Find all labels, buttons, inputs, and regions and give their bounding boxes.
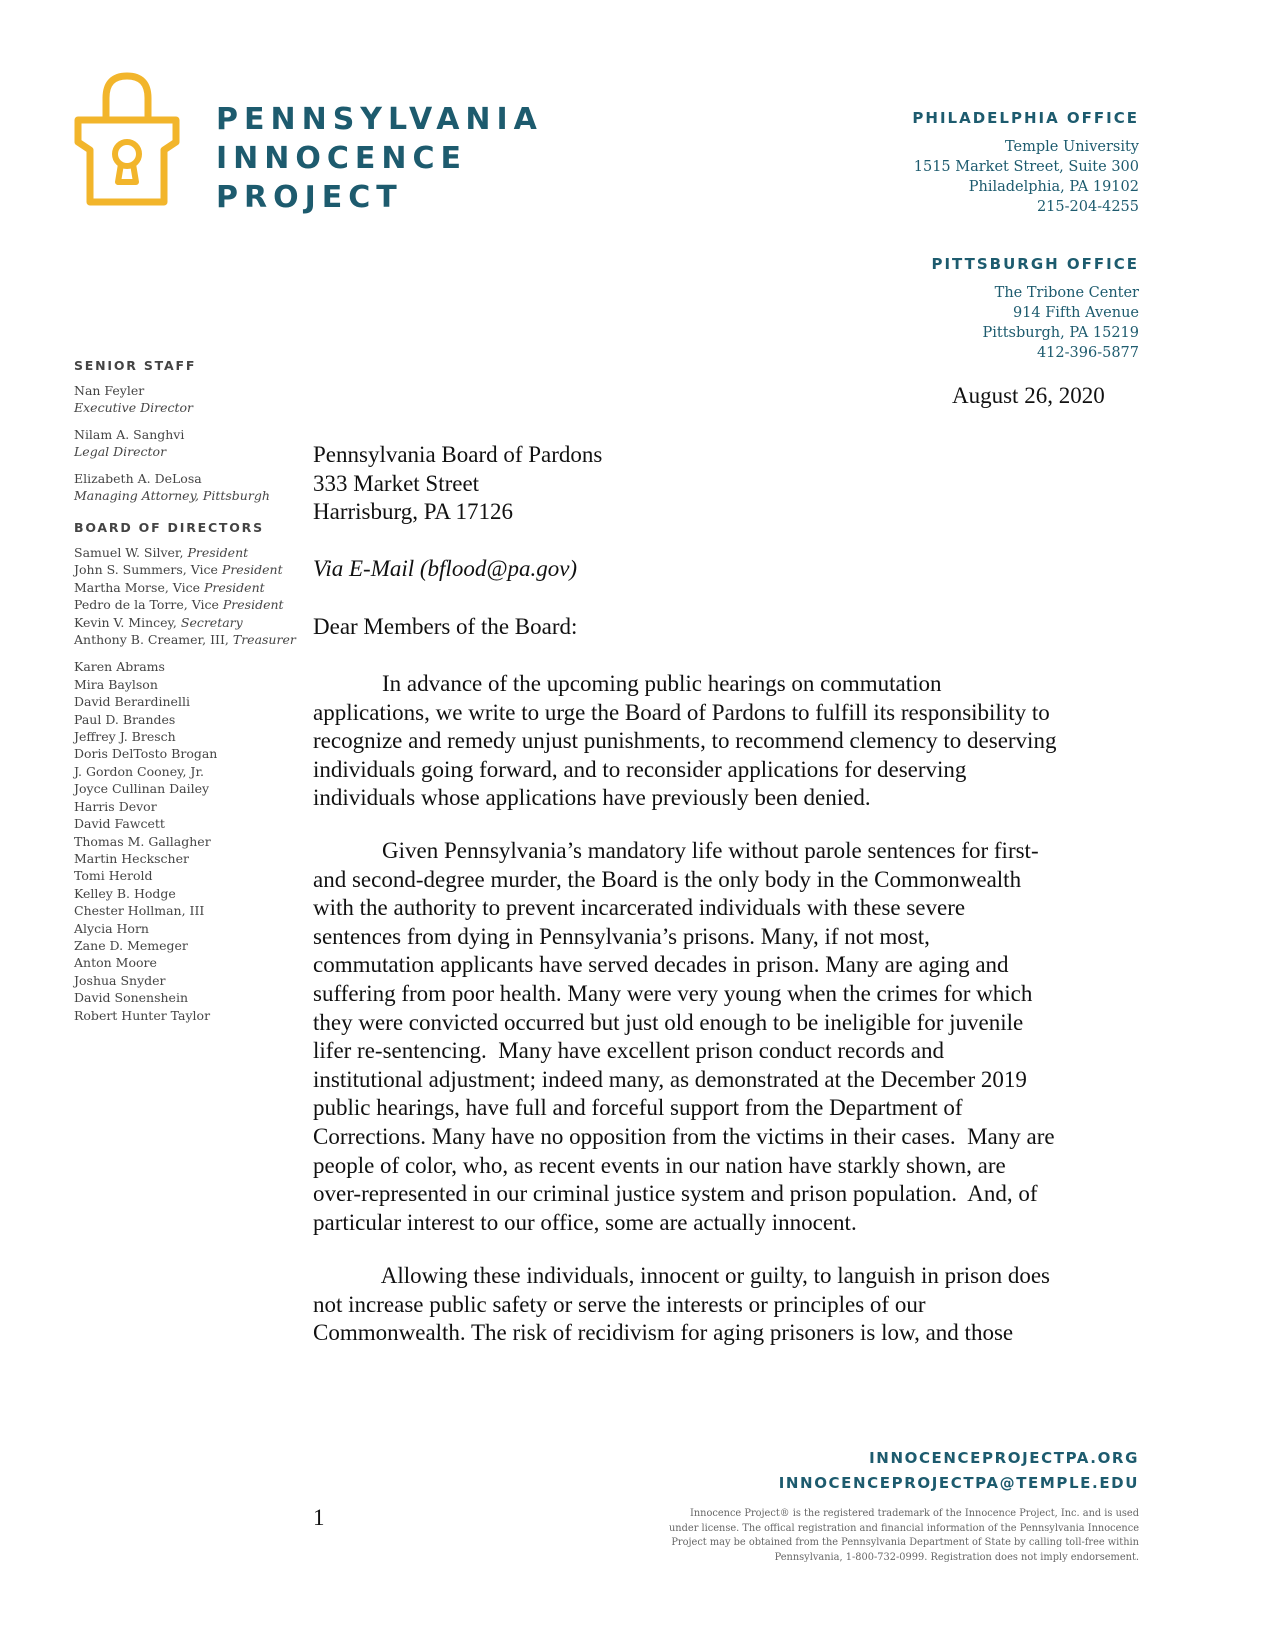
paragraph-line: public hearings, have full and forceful support from the Department of	[313, 1095, 963, 1121]
director-name: David Berardinelli	[74, 694, 190, 710]
body-paragraph	[313, 1262, 1050, 1348]
officer-title: President	[203, 579, 265, 595]
org-name-line: PENNSYLVANIA	[216, 102, 543, 137]
body-paragraph	[313, 670, 1056, 813]
officer-name: Kevin V. Mincey,	[74, 614, 181, 630]
paragraph-line: In advance of the upcoming public hearings on commutation	[313, 671, 942, 696]
paragraph-line: Commonwealth. The risk of recidivism for aging prisoners is low, and those	[313, 1320, 1014, 1346]
officer-row	[74, 631, 304, 648]
director-name: Joyce Cullinan Dailey	[74, 781, 210, 797]
philadelphia-office	[912, 109, 1139, 217]
paragraph-line: sentences from dying in Pennsylvania’s prisons. Many, if not most,	[313, 923, 930, 949]
address-line: Pennsylvania Board of Pardons	[313, 442, 603, 467]
sidebar	[74, 358, 304, 1024]
recipient-address	[313, 441, 602, 527]
director-name: David Fawcett	[74, 816, 165, 832]
paragraph-line: not increase public safety or serve the interests or principles of our	[313, 1291, 926, 1317]
body-paragraph	[313, 837, 1055, 1237]
org-name-line: INNOCENCE	[216, 141, 468, 176]
office-heading: PHILADELPHIA OFFICE	[912, 109, 1139, 127]
office-line: 1515 Market Street, Suite 300	[913, 159, 1139, 175]
senior-staff-heading: SENIOR STAFF	[74, 358, 197, 373]
director-name: Tomi Herold	[74, 868, 153, 884]
office-heading: PITTSBURGH OFFICE	[931, 255, 1139, 273]
director-name: Mira Baylson	[74, 676, 158, 692]
officer-title: President	[187, 545, 249, 560]
staff-title: Executive Director	[74, 400, 193, 415]
staff-name: Nan Feyler	[74, 383, 145, 398]
officer-row	[74, 579, 304, 596]
paragraph-line: recognize and remedy unjust punishments, to recommend clemency to deserving	[313, 728, 1057, 754]
paragraph-line: institutional adjustment; indeed many, as demonstrated at the December 2019	[313, 1066, 1027, 1092]
pittsburgh-office	[931, 255, 1139, 363]
director-name: Jeffrey J. Bresch	[74, 729, 176, 745]
salutation: Dear Members of the Board:	[313, 614, 578, 639]
office-line: Philadelphia, PA 19102	[968, 179, 1139, 195]
director-name: Karen Abrams	[74, 659, 165, 675]
staff-name: Nilam A. Sanghvi	[74, 427, 185, 442]
footer-contact	[779, 1446, 1139, 1496]
office-line: 914 Fifth Avenue	[1012, 305, 1139, 321]
officer-row	[74, 561, 304, 578]
address-line: 333 Market Street	[313, 470, 480, 496]
director-list	[74, 658, 304, 1024]
officer-list	[74, 544, 304, 648]
director-name: Harris Devor	[74, 798, 157, 814]
director-name: Chester Hollman, III	[74, 903, 205, 919]
staff-title: Managing Attorney, Pittsburgh	[74, 488, 270, 503]
paragraph-line: they were convicted occurred but just old enough to be ineligible for juvenile	[313, 1009, 1024, 1035]
paragraph-line: people of color, who, as recent events in our nation have starkly shown, are	[313, 1152, 1006, 1178]
staff-title: Legal Director	[74, 444, 167, 459]
page-number: 1	[313, 1505, 325, 1530]
director-name: Robert Hunter Taylor	[74, 1007, 211, 1023]
address-line: Harrisburg, PA 17126	[313, 499, 513, 524]
org-name-line: PROJECT	[216, 180, 403, 215]
org-name	[216, 100, 543, 217]
paragraph-line: commutation applicants have served decades in prison. Many are aging and	[313, 952, 1009, 978]
staff-member	[74, 426, 304, 460]
staff-member	[74, 470, 304, 504]
staff-member	[74, 382, 304, 416]
letter-date: August 26, 2020	[952, 383, 1105, 408]
paragraph-line: over-represented in our criminal justice system and prison population. And, of	[313, 1181, 1038, 1207]
paragraph-line: and second-degree murder, the Board is the only body in the Commonwealth	[313, 866, 1022, 892]
staff-name: Elizabeth A. DeLosa	[74, 471, 202, 486]
paragraph-line: applications, we write to urge the Board of Pardons to fulfill its responsibility to	[313, 699, 1050, 725]
officer-name: Pedro de la Torre, Vice	[74, 597, 223, 613]
paragraph-line: suffering from poor health. Many were very young when the crimes for which	[313, 980, 1033, 1006]
director-name: Anton Moore	[74, 955, 157, 971]
director-name: Alycia Horn	[74, 920, 149, 936]
paragraph-line: Given Pennsylvania’s mandatory life without parole sentences for first-	[313, 838, 1039, 863]
director-name: Kelley B. Hodge	[74, 885, 176, 901]
paragraph-line: particular interest to our office, some are actually innocent.	[313, 1209, 857, 1235]
paragraph-line: Corrections. Many have no opposition from the victims in their cases. Many are	[313, 1123, 1055, 1149]
director-name: Zane D. Memeger	[74, 937, 188, 953]
paragraph-line: with the authority to prevent incarcerated individuals with these severe	[313, 895, 966, 921]
director-name: David Sonenshein	[74, 990, 189, 1006]
officer-title: Treasurer	[232, 632, 296, 648]
officer-title: President	[222, 597, 284, 613]
via-email: Via E-Mail (bflood@pa.gov)	[313, 556, 578, 581]
office-line: Pittsburgh, PA 15219	[982, 325, 1139, 341]
officer-name: Anthony B. Creamer, III,	[74, 632, 233, 648]
website-link[interactable]: INNOCENCEPROJECTPA.ORG	[869, 1449, 1139, 1467]
keystone-padlock-icon	[72, 70, 182, 210]
officer-title: President	[221, 562, 283, 578]
director-name: Thomas M. Gallagher	[74, 833, 211, 849]
officer-row	[74, 596, 304, 613]
director-name: Martin Heckscher	[74, 850, 189, 866]
officer-row	[74, 544, 304, 561]
officer-title: Secretary	[180, 614, 243, 630]
trademark-disclaimer: Innocence Project® is the registered trademark of the Innocence Project, Inc. and is used under license. The offical registration and financial information of the Pennsylvania Innocence Project may be obtained from the Pennsylvania Department of State by calling toll-free within Pennsylvania, 1-800-732-0999. Registration does not imply endorsement.	[669, 1508, 1140, 1563]
paragraph-line: lifer re-sentencing. Many have excellent prison conduct records and	[313, 1038, 944, 1064]
officer-name: John S. Summers, Vice	[74, 562, 222, 578]
board-heading: BOARD OF DIRECTORS	[74, 520, 264, 535]
director-name: Doris DelTosto Brogan	[74, 746, 218, 762]
officer-name: Samuel W. Silver,	[74, 545, 188, 560]
director-name: Joshua Snyder	[74, 972, 166, 988]
officer-name: Martha Morse, Vice	[74, 579, 204, 595]
office-phone: 215-204-4255	[1036, 199, 1139, 215]
director-name: Paul D. Brandes	[74, 711, 176, 727]
officer-row	[74, 614, 304, 631]
paragraph-line: Allowing these individuals, innocent or guilty, to languish in prison does	[313, 1263, 1051, 1288]
email-link[interactable]: INNOCENCEPROJECTPA@TEMPLE.EDU	[778, 1474, 1139, 1492]
office-phone: 412-396-5877	[1036, 345, 1139, 361]
paragraph-line: individuals going forward, and to reconsider applications for deserving	[313, 756, 967, 782]
office-line: The Tribone Center	[994, 285, 1139, 301]
office-line: Temple University	[1005, 139, 1139, 155]
director-name: J. Gordon Cooney, Jr.	[74, 763, 205, 779]
paragraph-line: individuals whose applications have previously been denied.	[313, 785, 871, 811]
